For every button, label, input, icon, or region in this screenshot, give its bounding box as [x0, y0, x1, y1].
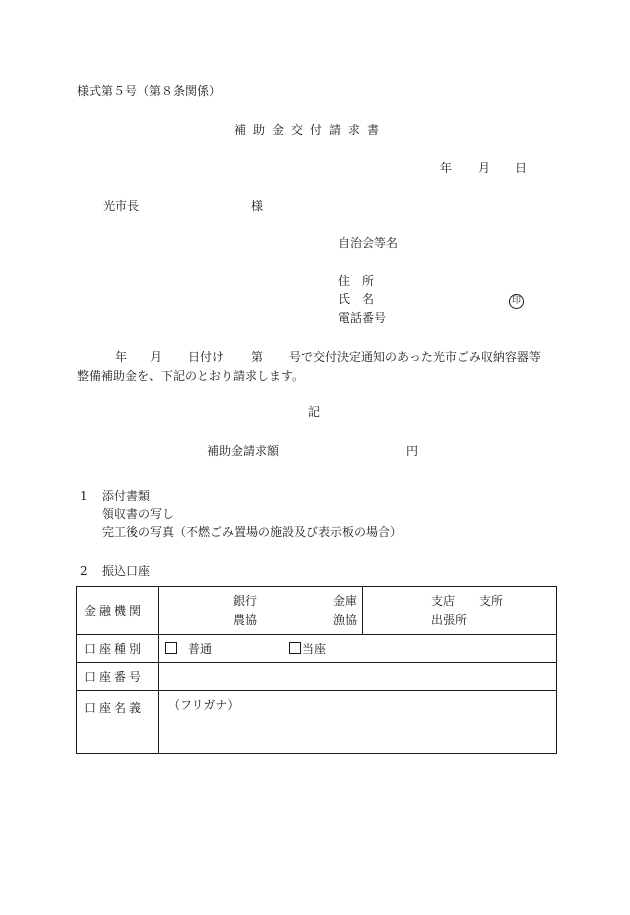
- account-holder-label: 口座名義: [77, 691, 159, 754]
- furigana-label: （フリガナ）: [168, 698, 240, 712]
- section1-number: 1: [80, 489, 88, 503]
- form-reference: 様式第５号（第８条関係）: [77, 84, 222, 98]
- account-number-cell[interactable]: [159, 663, 557, 691]
- current-label: 当座: [302, 641, 327, 656]
- agri-coop-option: 農協: [233, 612, 258, 627]
- addressee-honorific: 様: [251, 199, 264, 213]
- seal-icon: 印: [509, 294, 524, 309]
- amount-label: 補助金請求額: [207, 444, 280, 458]
- amount-unit: 円: [406, 444, 419, 458]
- body-line2: 整備補助金を、下記のとおり請求します。: [77, 369, 305, 383]
- section2-number: 2: [80, 564, 88, 578]
- org-name-label: 自治会等名: [338, 236, 399, 250]
- phone-label: 電話番号: [338, 311, 387, 325]
- current-checkbox[interactable]: [289, 642, 301, 654]
- sub-branch-option: 支所: [479, 593, 504, 608]
- attachment-item: 完工後の写真（不燃ごみ置場の施設及び表示板の場合）: [102, 525, 403, 539]
- account-type-row: [77, 635, 557, 663]
- seal-mark: [509, 292, 524, 309]
- financial-institution-label: 金融機関: [77, 587, 159, 635]
- body-day: 日付け: [188, 350, 225, 364]
- section2-heading: 振込口座: [102, 564, 151, 578]
- account-number-row: [77, 663, 557, 691]
- body-month: 月: [150, 350, 163, 364]
- bank-row: [77, 587, 557, 635]
- account-type-label: 口座種別: [77, 635, 159, 663]
- section1-heading: 添付書類: [102, 489, 151, 503]
- document-title: 補助金交付請求書: [234, 123, 387, 137]
- ki-heading: 記: [308, 405, 321, 419]
- credit-union-option: 金庫: [333, 593, 358, 608]
- account-type-cell: [159, 635, 557, 663]
- ordinary-label: 普通: [188, 641, 213, 656]
- body-no: 第: [251, 350, 264, 364]
- body-year: 年: [115, 350, 128, 364]
- account-holder-row: [77, 691, 557, 754]
- address-label: 住 所: [338, 274, 375, 288]
- institution-name-cell[interactable]: [159, 587, 363, 635]
- date-month: 月: [478, 161, 491, 175]
- fishery-coop-option: 漁協: [333, 612, 358, 627]
- agency-office-option: 出張所: [431, 612, 468, 627]
- date-day: 日: [515, 161, 528, 175]
- current-option[interactable]: [289, 642, 326, 656]
- body-rest: 号で交付決定通知のあった光市ごみ収納容器等: [289, 350, 541, 364]
- addressee-name: 光市長: [103, 199, 140, 213]
- ordinary-option[interactable]: [165, 642, 212, 656]
- branch-option: 支店: [431, 593, 456, 608]
- name-label: 氏 名: [338, 292, 375, 306]
- attachment-item: 領収書の写し: [102, 507, 175, 521]
- branch-name-cell[interactable]: [363, 587, 557, 635]
- date-year: 年: [440, 161, 453, 175]
- bank-account-table: [76, 586, 557, 754]
- ordinary-checkbox[interactable]: [165, 642, 177, 654]
- account-holder-cell[interactable]: [159, 691, 557, 754]
- bank-option: 銀行: [233, 593, 258, 608]
- account-number-label: 口座番号: [77, 663, 159, 691]
